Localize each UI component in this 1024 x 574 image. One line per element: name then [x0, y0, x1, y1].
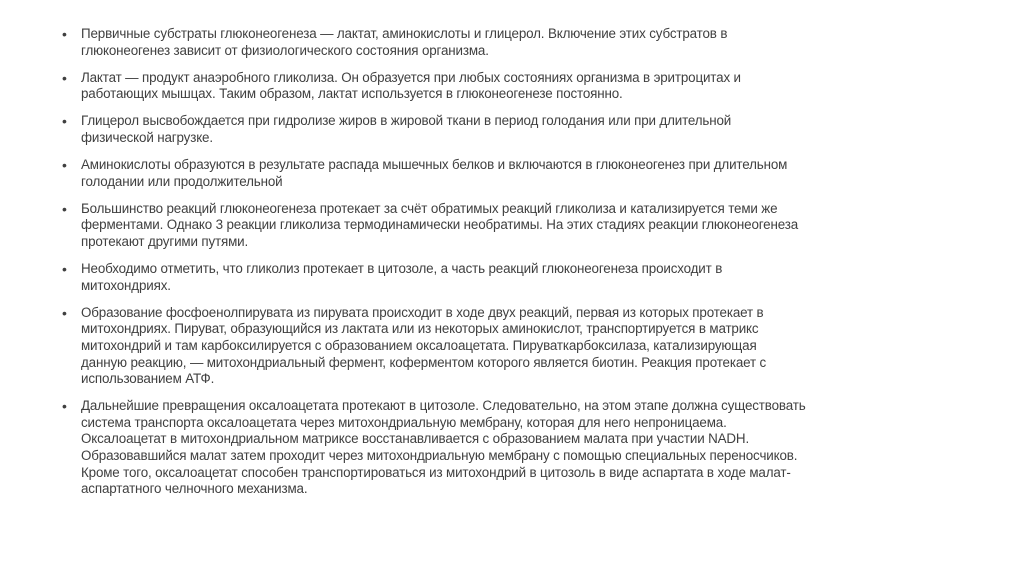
bullet-text: Глицерол высвобождается при гидролизе жиров в жировой ткани в период голодания или при длительной физической нагрузке.	[81, 113, 732, 145]
bullet-text: Дальнейшие превращения оксалоацетата протекают в цитозоле. Следовательно, на этом этапе должна существовать система транспорта оксалоацетата через митохондриальную мембрану, которая для него непроницаема. Оксалоацетат в митохондриальном матриксе восстанавливается с образованием малата при участии NADH. Образовавшийся малат затем проходит через митохондриальную мембрану с помощью специальных переносчиков. Кроме того, оксалоацетат способен транспортироваться из митохондрий в цитозоль в виде аспартата в ходе малат- аспартатного челночного механизма.	[81, 398, 806, 497]
bullet-text: Образование фосфоенолпирувата из пирувата происходит в ходе двух реакций, первая из которых протекает в митохондриях. Пируват, образующийся из лактата или из некоторых аминокислот, транспортируется в матрикс митохондрий и там карбоксилируется с образованием оксалоацетата. Пируваткарбоксилаза, катализирующая данную реакцию, — митохондриальный фермент, коферментом которого является биотин. Реакция протекает с использованием АТФ.	[81, 304, 767, 387]
bullet-icon: •	[62, 304, 67, 321]
bullet-item	[58, 113, 998, 146]
bullet-text: Лактат — продукт анаэробного гликолиза. Он образуется при любых состояниях организма в эритроцитах и работающих мышцах. Таким образом, лактат используется в глюконеогенезе постоянно.	[81, 69, 741, 102]
bullet-text: Аминокислоты образуются в результате распада мышечных белков и включаются в глюконеогенез при длительном голодании или продолжительной	[81, 157, 788, 189]
bullet-list	[58, 26, 998, 498]
bullet-item	[58, 398, 998, 498]
slide-content	[58, 26, 998, 508]
bullet-icon: •	[62, 69, 67, 86]
bullet-text: Необходимо отметить, что гликолиз протекает в цитозоле, а часть реакций глюконеогенеза происходит в митохондриях.	[81, 261, 723, 293]
bullet-icon: •	[62, 261, 67, 278]
bullet-text: Первичные субстраты глюконеогенеза — лактат, аминокислоты и глицерол. Включение этих субстратов в глюконеогенез зависит от физиологического состояния организма.	[81, 26, 728, 58]
bullet-item	[58, 261, 998, 294]
bullet-icon: •	[62, 398, 67, 415]
bullet-icon: •	[62, 113, 67, 130]
bullet-item	[58, 70, 998, 103]
bullet-item	[58, 26, 998, 59]
bullet-icon: •	[62, 200, 67, 217]
bullet-item	[58, 305, 998, 388]
bullet-text: Большинство реакций глюконеогенеза протекает за счёт обратимых реакций гликолиза и катализируется теми же ферментами. Однако 3 реакции гликолиза термодинамически необратимы. На этих стадиях реакции глюконеогенеза протекают другими путями.	[81, 200, 799, 249]
bullet-icon: •	[62, 26, 67, 42]
bullet-icon: •	[62, 157, 67, 174]
bullet-item	[58, 157, 998, 190]
bullet-item	[58, 201, 998, 251]
